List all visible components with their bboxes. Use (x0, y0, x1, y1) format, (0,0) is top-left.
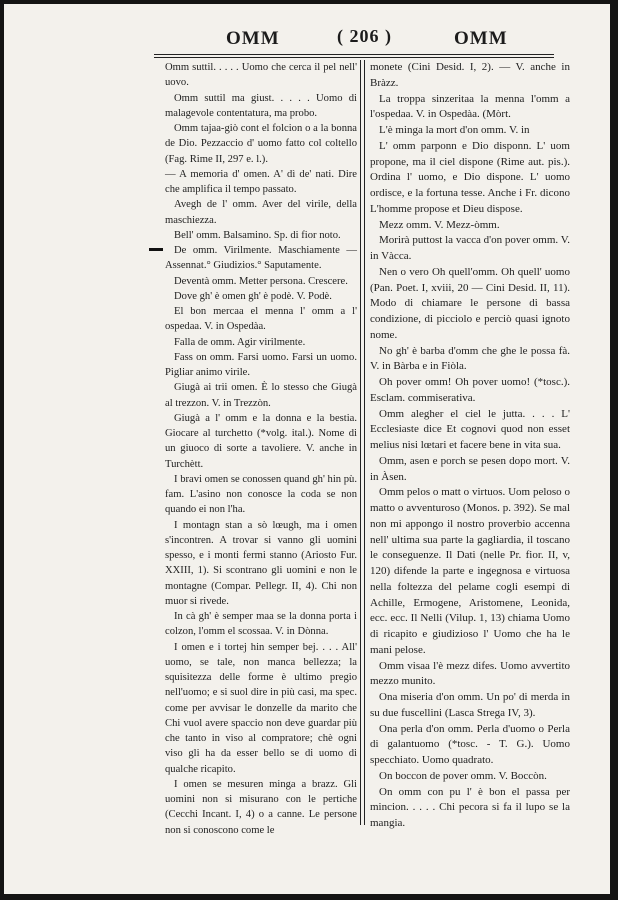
entry: Omm, asen e porch se pesen dopo mort. V. in Àsen. (370, 454, 570, 483)
page-number: ( 206 ) (337, 26, 392, 46)
entry: I omen se mesuren minga a brazz. Gli uomini non si misurano con le pertiche (Cecchi Incant. I, 4) o a canne. Le persone non si conoscono come le (165, 778, 357, 836)
entry: I bravi omen se conossen quand gh' hin pù. fam. L'asino non conosce la coda se non quando ei non l'ha. (165, 473, 357, 516)
entry: La troppa sinzeritaa la menna l'omm a l'ospedaa. V. in Ospedàa. (Mòrt. (370, 92, 570, 121)
entry: Giugà ai trii omen. È lo stesso che Giugà al trezzon. V. in Trezzòn. (165, 382, 357, 409)
entry: Bell' omm. Balsamino. Sp. di fior noto. (174, 229, 341, 241)
left-column (165, 60, 357, 838)
entry: Oh pover omm! Oh pover uomo! (*tosc.). Esclam. commiserativa. (370, 376, 570, 404)
margin-pen-mark (149, 248, 163, 251)
entry: Morirà puttost la vacca d'on pover omm. V. in Vàcca. (370, 234, 570, 262)
entry: On boccon de pover omm. V. Boccòn. (379, 769, 547, 782)
entry: Ona perla d'on omm. Perla d'uomo o Perla di galantuomo (*tosc. - T. G.). Uomo specchiato. Uomo quadrato. (370, 722, 570, 766)
entry: Deventà omm. Metter persona. Crescere. (174, 275, 348, 287)
entry: Avegh de l' omm. Aver del virile, della maschiezza. (165, 199, 357, 226)
header-rule (154, 54, 554, 58)
entry: Mezz omm. V. Mezz-òmm. (379, 218, 500, 231)
entry: Omm pelos o matt o virtuos. Uom peloso o matto o avventuroso (Monos. p. 392). Se mal non mi appongo il nostro proverbio accenna nell' ultima sua parte la gagliardia, il toscano le conseguenze. Il Dati (nelle Pr. fior. II, v, 120) difende la parte e ingegnosa e virtuosa nella foltezza del pelame cogli esempi di Achille, Ermogene, Aristomene, Leonida, ecc. ecc. Il Nelli (Vilup. 1, 13) chiama Uomo di ricapito e giudizioso l' Uomo che ha le mani pelose. (370, 486, 570, 656)
entry: Fass on omm. Farsi uomo. Farsi un uomo. Pigliar animo virile. (165, 351, 357, 378)
entry: De omm. Virilmente. Maschiamente — Assennat.° Giudizios.° Saputamente. (165, 245, 357, 272)
entry: Omm tajaa-giò cont el folcion o a la bonna de Dio. Pezzaccio d' uomo fatto col coltello (Fag. Rime II, 297 e. l.). (165, 123, 357, 165)
entry: L'è minga la mort d'on omm. V. in (379, 124, 530, 136)
entry: I omen e i tortej hin semper bej. . . . All' uomo, se tale, non manca bellezza; la squisitezza delle forme è ultimo pregio nell'uomo; e si suol dire in più casi, ma spec. come per avvisar le donzelle da marito che Chi vuol avere spaccio non deve guardar più che tanto in viso al compratore; chè ogni viso gli ha da esser bello se di uomo di qualche ricapito. (165, 641, 357, 775)
entry: Omm suttil. . . . . Uomo che cerca il pel nell' uovo. (165, 62, 357, 89)
entry: No gh' è barba d'omm che ghe le possa fà. V. in Bàrba e in Fiòla. (370, 344, 570, 373)
entry: Omm suttil ma giust. . . . . Uomo di malagevole contentatura, ma probo. (165, 92, 357, 119)
entry: L' omm parponn e Dio disponn. L' uom propone, ma il ciel dispone (Rime aut. pis.). Ordina l' uomo, e Dio dispone. L' uomo ordisce, e la fortuna tesse. Anche i Fr. dicono L'homme propose et Dieu dispose. (370, 139, 570, 215)
entry: Falla de omm. Agir virilmente. (174, 336, 306, 348)
entry: — A memoria d' omen. A' dì de' nati. Dire che amplifica il tempo passato. (165, 168, 357, 195)
right-column (370, 60, 570, 832)
entry: I montagn stan a sò lœugh, ma i omen s'incontren. A trovar si vanno gli uomini spesso, e i monti fermi stanno (Ariosto Fur. XXIII, 1). Si scontrano gli uomini e non le montagne (Compar. Pellegr. II, 4). Chi non muor si rivede. (165, 519, 357, 607)
entry: Nen o vero Oh quell'omm. Oh quell' uomo (Pan. Poet. I, xviii, 20 — Cini Desid. II, 11). Modo di chiamare le persone di bassa condizione, di picciolo e perciò quasi ignoto nome. (370, 265, 570, 341)
entry: Omm visaa l'è mezz difes. Uomo avvertito mezzo munito. (370, 659, 570, 688)
column-divider (360, 60, 365, 825)
entry: Ona miseria d'on omm. Un po' di merda in su due fuscellini (Lasca Strega IV, 3). (370, 691, 570, 719)
running-head-right: OMM (454, 28, 508, 49)
entry: monete (Cini Desid. I, 2). — V. anche in Bràzz. (370, 61, 570, 89)
entry: Giugà a l' omm e la donna e la bestia. Giocare al turchetto (*volg. ital.). Nome di un giuoco di sorte a tavoliere. V. anche in Turchètt. (165, 412, 357, 470)
entry: Dove gh' è omen gh' è podè. V. Podè. (174, 290, 332, 302)
page-sheet (4, 4, 610, 894)
entry: El bon mercaa el menna l' omm a l' ospedaa. V. in Ospedàa. (165, 306, 357, 333)
entry: Omm alegher el ciel le jutta. . . . L' Ecclesiaste dice Et cognovi quod non esset melius nisi lœtari et facere bene in vita sua. (370, 407, 570, 451)
entry: In cà gh' è semper maa se la donna porta i colzon, l'omm el scossaa. V. in Dònna. (165, 611, 357, 638)
running-head-left: OMM (226, 28, 280, 49)
entry: On omm con pu l' è bon el passa per mincion. . . . . Chi pecora si fa il lupo se la mangia. (370, 785, 570, 829)
